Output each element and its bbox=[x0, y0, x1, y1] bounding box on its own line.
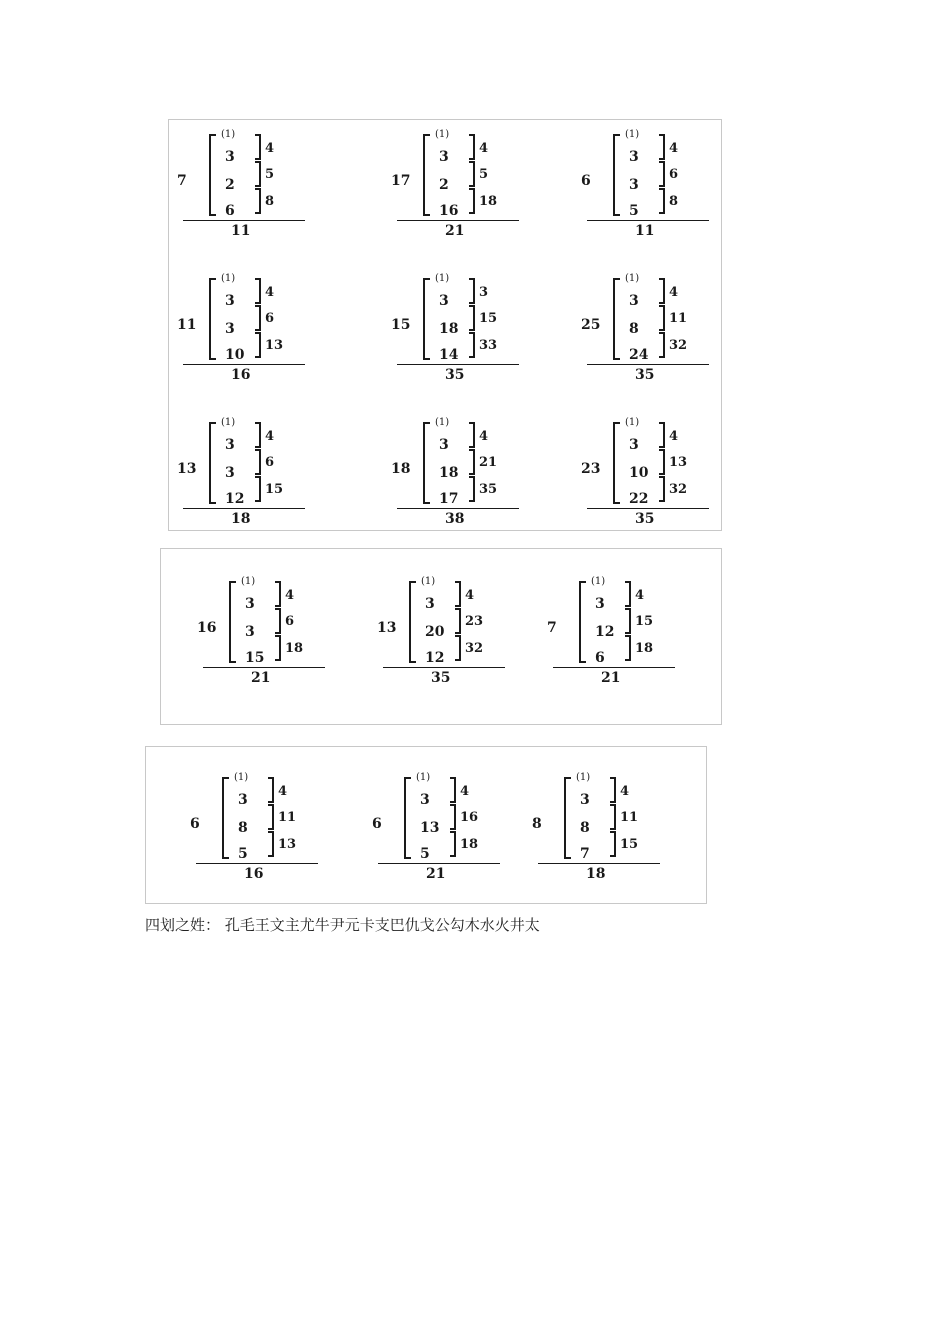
right-bracket-3 bbox=[659, 476, 665, 502]
total-rule bbox=[378, 863, 500, 864]
right-number-1: 4 bbox=[635, 588, 645, 603]
right-bracket-2 bbox=[255, 161, 261, 187]
stroke-diagram bbox=[391, 416, 531, 530]
right-bracket-1 bbox=[268, 777, 274, 803]
right-number-1: 4 bbox=[669, 429, 679, 444]
left-bracket bbox=[222, 777, 229, 859]
inner-number-2: 12 bbox=[595, 624, 615, 640]
inner-number-1: 3 bbox=[225, 149, 235, 165]
right-bracket-2 bbox=[455, 608, 461, 634]
right-number-2: 6 bbox=[265, 311, 275, 326]
left-number: 7 bbox=[547, 620, 557, 636]
total-rule bbox=[383, 667, 505, 668]
inner-number-2: 18 bbox=[439, 321, 459, 337]
stroke-diagram bbox=[581, 272, 721, 386]
right-number-3: 18 bbox=[460, 837, 479, 852]
right-number-1: 4 bbox=[278, 784, 288, 799]
total-rule bbox=[203, 667, 325, 668]
total-number: 18 bbox=[586, 866, 606, 882]
right-number-3: 33 bbox=[479, 338, 498, 353]
stroke-diagram bbox=[547, 575, 687, 689]
right-bracket-2 bbox=[255, 449, 261, 475]
total-number: 11 bbox=[635, 223, 655, 239]
left-number: 6 bbox=[372, 816, 382, 832]
total-number: 38 bbox=[445, 511, 465, 527]
right-bracket-3 bbox=[659, 188, 665, 214]
inner-number-3: 14 bbox=[439, 347, 459, 363]
right-bracket-2 bbox=[255, 305, 261, 331]
top-mark: (1) bbox=[221, 129, 236, 140]
inner-number-1: 3 bbox=[238, 792, 248, 808]
total-number: 35 bbox=[635, 367, 655, 383]
inner-number-3: 10 bbox=[225, 347, 245, 363]
right-bracket-3 bbox=[268, 831, 274, 857]
left-number: 15 bbox=[391, 317, 411, 333]
left-bracket bbox=[409, 581, 416, 663]
right-number-2: 5 bbox=[265, 167, 275, 182]
right-number-1: 4 bbox=[669, 285, 679, 300]
left-number: 25 bbox=[581, 317, 601, 333]
right-number-3: 15 bbox=[620, 837, 639, 852]
left-number: 11 bbox=[177, 317, 197, 333]
right-number-1: 4 bbox=[265, 141, 275, 156]
top-mark: (1) bbox=[241, 576, 256, 587]
inner-number-3: 12 bbox=[225, 491, 245, 507]
right-bracket-2 bbox=[469, 161, 475, 187]
right-number-3: 18 bbox=[285, 641, 304, 656]
right-bracket-3 bbox=[455, 635, 461, 661]
right-number-2: 6 bbox=[669, 167, 679, 182]
right-bracket-3 bbox=[469, 188, 475, 214]
right-bracket-1 bbox=[469, 134, 475, 160]
top-mark: (1) bbox=[221, 417, 236, 428]
right-number-3: 13 bbox=[265, 338, 284, 353]
inner-number-3: 15 bbox=[245, 650, 265, 666]
right-number-1: 4 bbox=[265, 285, 275, 300]
right-bracket-2 bbox=[659, 305, 665, 331]
inner-number-2: 3 bbox=[225, 321, 235, 337]
left-number: 8 bbox=[532, 816, 542, 832]
right-bracket-2 bbox=[659, 161, 665, 187]
inner-number-3: 24 bbox=[629, 347, 649, 363]
right-number-1: 4 bbox=[465, 588, 475, 603]
total-rule bbox=[397, 508, 519, 509]
inner-number-2: 8 bbox=[629, 321, 639, 337]
inner-number-1: 3 bbox=[420, 792, 430, 808]
total-number: 21 bbox=[251, 670, 271, 686]
right-bracket-3 bbox=[625, 635, 631, 661]
diagram-panel-1 bbox=[168, 119, 722, 531]
right-number-3: 8 bbox=[669, 194, 679, 209]
right-bracket-1 bbox=[255, 134, 261, 160]
inner-number-1: 3 bbox=[225, 437, 235, 453]
inner-number-3: 7 bbox=[580, 846, 590, 862]
stroke-diagram bbox=[532, 771, 672, 885]
total-number: 35 bbox=[431, 670, 451, 686]
stroke-diagram bbox=[581, 128, 721, 242]
right-number-2: 6 bbox=[265, 455, 275, 470]
left-bracket bbox=[229, 581, 236, 663]
right-number-1: 3 bbox=[479, 285, 489, 300]
right-bracket-3 bbox=[255, 332, 261, 358]
left-bracket bbox=[564, 777, 571, 859]
right-bracket-1 bbox=[625, 581, 631, 607]
stroke-diagram bbox=[197, 575, 337, 689]
total-rule bbox=[587, 364, 709, 365]
stroke-diagram bbox=[391, 128, 531, 242]
top-mark: (1) bbox=[234, 772, 249, 783]
right-number-1: 4 bbox=[479, 141, 489, 156]
left-bracket bbox=[209, 422, 216, 504]
right-number-3: 8 bbox=[265, 194, 275, 209]
stroke-diagram bbox=[190, 771, 330, 885]
top-mark: (1) bbox=[576, 772, 591, 783]
right-number-1: 4 bbox=[265, 429, 275, 444]
inner-number-2: 20 bbox=[425, 624, 445, 640]
total-number: 21 bbox=[601, 670, 621, 686]
right-bracket-1 bbox=[450, 777, 456, 803]
right-number-2: 23 bbox=[465, 614, 484, 629]
top-mark: (1) bbox=[416, 772, 431, 783]
right-bracket-2 bbox=[450, 804, 456, 830]
top-mark: (1) bbox=[421, 576, 436, 587]
right-number-3: 32 bbox=[669, 338, 688, 353]
total-rule bbox=[196, 863, 318, 864]
right-bracket-3 bbox=[469, 332, 475, 358]
left-bracket bbox=[613, 134, 620, 216]
inner-number-1: 3 bbox=[439, 437, 449, 453]
total-number: 18 bbox=[231, 511, 251, 527]
right-number-2: 16 bbox=[460, 810, 479, 825]
inner-number-2: 10 bbox=[629, 465, 649, 481]
top-mark: (1) bbox=[435, 273, 450, 284]
right-number-3: 18 bbox=[635, 641, 654, 656]
left-number: 13 bbox=[377, 620, 397, 636]
inner-number-2: 3 bbox=[245, 624, 255, 640]
inner-number-3: 17 bbox=[439, 491, 459, 507]
left-number: 6 bbox=[581, 173, 591, 189]
inner-number-1: 3 bbox=[225, 293, 235, 309]
inner-number-2: 3 bbox=[629, 177, 639, 193]
right-bracket-1 bbox=[455, 581, 461, 607]
right-bracket-2 bbox=[268, 804, 274, 830]
right-number-1: 4 bbox=[479, 429, 489, 444]
inner-number-1: 3 bbox=[439, 149, 449, 165]
inner-number-1: 3 bbox=[629, 437, 639, 453]
inner-number-3: 12 bbox=[425, 650, 445, 666]
right-number-2: 13 bbox=[669, 455, 688, 470]
total-rule bbox=[587, 508, 709, 509]
top-mark: (1) bbox=[625, 129, 640, 140]
total-number: 16 bbox=[231, 367, 251, 383]
left-bracket bbox=[613, 278, 620, 360]
left-bracket bbox=[209, 134, 216, 216]
total-number: 21 bbox=[426, 866, 446, 882]
inner-number-3: 16 bbox=[439, 203, 459, 219]
right-bracket-1 bbox=[275, 581, 281, 607]
right-number-2: 11 bbox=[620, 810, 639, 825]
inner-number-1: 3 bbox=[439, 293, 449, 309]
left-bracket bbox=[209, 278, 216, 360]
left-bracket bbox=[404, 777, 411, 859]
right-bracket-2 bbox=[610, 804, 616, 830]
inner-number-3: 5 bbox=[420, 846, 430, 862]
right-bracket-2 bbox=[625, 608, 631, 634]
right-bracket-3 bbox=[255, 476, 261, 502]
left-number: 17 bbox=[391, 173, 411, 189]
left-bracket bbox=[613, 422, 620, 504]
inner-number-2: 8 bbox=[238, 820, 248, 836]
left-number: 7 bbox=[177, 173, 187, 189]
inner-number-2: 18 bbox=[439, 465, 459, 481]
top-mark: (1) bbox=[625, 273, 640, 284]
right-bracket-2 bbox=[469, 449, 475, 475]
left-bracket bbox=[579, 581, 586, 663]
right-bracket-2 bbox=[659, 449, 665, 475]
right-number-3: 32 bbox=[669, 482, 688, 497]
right-bracket-1 bbox=[659, 278, 665, 304]
total-number: 16 bbox=[244, 866, 264, 882]
total-rule bbox=[538, 863, 660, 864]
right-number-3: 32 bbox=[465, 641, 484, 656]
right-number-3: 13 bbox=[278, 837, 297, 852]
right-number-3: 35 bbox=[479, 482, 498, 497]
top-mark: (1) bbox=[435, 129, 450, 140]
right-number-2: 5 bbox=[479, 167, 489, 182]
total-rule bbox=[553, 667, 675, 668]
left-number: 23 bbox=[581, 461, 601, 477]
top-mark: (1) bbox=[591, 576, 606, 587]
right-number-2: 6 bbox=[285, 614, 295, 629]
total-number: 21 bbox=[445, 223, 465, 239]
right-bracket-2 bbox=[469, 305, 475, 331]
right-number-1: 4 bbox=[285, 588, 295, 603]
total-rule bbox=[397, 220, 519, 221]
right-bracket-3 bbox=[450, 831, 456, 857]
right-number-2: 15 bbox=[479, 311, 498, 326]
inner-number-2: 2 bbox=[439, 177, 449, 193]
right-number-2: 11 bbox=[278, 810, 297, 825]
top-mark: (1) bbox=[435, 417, 450, 428]
diagram-panel-2 bbox=[160, 548, 722, 725]
right-number-2: 21 bbox=[479, 455, 498, 470]
caption-four-stroke-surnames: 四划之姓： 孔毛王文主尤牛尹元卡支巴仇戈公勾木水火井太 bbox=[145, 916, 540, 934]
inner-number-2: 13 bbox=[420, 820, 440, 836]
right-bracket-3 bbox=[275, 635, 281, 661]
total-rule bbox=[397, 364, 519, 365]
inner-number-2: 2 bbox=[225, 177, 235, 193]
right-bracket-3 bbox=[659, 332, 665, 358]
inner-number-2: 8 bbox=[580, 820, 590, 836]
right-bracket-1 bbox=[469, 422, 475, 448]
right-bracket-3 bbox=[255, 188, 261, 214]
inner-number-2: 3 bbox=[225, 465, 235, 481]
inner-number-1: 3 bbox=[629, 293, 639, 309]
right-bracket-3 bbox=[469, 476, 475, 502]
inner-number-1: 3 bbox=[629, 149, 639, 165]
right-number-1: 4 bbox=[669, 141, 679, 156]
right-number-1: 4 bbox=[620, 784, 630, 799]
right-bracket-1 bbox=[659, 134, 665, 160]
total-rule bbox=[183, 220, 305, 221]
stroke-diagram bbox=[377, 575, 517, 689]
inner-number-3: 22 bbox=[629, 491, 649, 507]
inner-number-3: 5 bbox=[629, 203, 639, 219]
total-rule bbox=[183, 508, 305, 509]
left-number: 16 bbox=[197, 620, 217, 636]
right-bracket-2 bbox=[275, 608, 281, 634]
inner-number-3: 5 bbox=[238, 846, 248, 862]
right-number-3: 15 bbox=[265, 482, 284, 497]
stroke-diagram bbox=[177, 128, 317, 242]
left-number: 13 bbox=[177, 461, 197, 477]
top-mark: (1) bbox=[625, 417, 640, 428]
right-bracket-1 bbox=[610, 777, 616, 803]
right-number-1: 4 bbox=[460, 784, 470, 799]
left-bracket bbox=[423, 422, 430, 504]
right-number-2: 15 bbox=[635, 614, 654, 629]
inner-number-1: 3 bbox=[580, 792, 590, 808]
stroke-diagram bbox=[177, 416, 317, 530]
total-rule bbox=[587, 220, 709, 221]
inner-number-3: 6 bbox=[225, 203, 235, 219]
left-bracket bbox=[423, 278, 430, 360]
total-number: 11 bbox=[231, 223, 251, 239]
stroke-diagram bbox=[372, 771, 512, 885]
inner-number-3: 6 bbox=[595, 650, 605, 666]
right-number-2: 11 bbox=[669, 311, 688, 326]
total-rule bbox=[183, 364, 305, 365]
left-number: 18 bbox=[391, 461, 411, 477]
inner-number-1: 3 bbox=[595, 596, 605, 612]
right-bracket-1 bbox=[255, 278, 261, 304]
inner-number-1: 3 bbox=[245, 596, 255, 612]
right-bracket-1 bbox=[255, 422, 261, 448]
inner-number-1: 3 bbox=[425, 596, 435, 612]
total-number: 35 bbox=[445, 367, 465, 383]
top-mark: (1) bbox=[221, 273, 236, 284]
right-bracket-3 bbox=[610, 831, 616, 857]
total-number: 35 bbox=[635, 511, 655, 527]
stroke-diagram bbox=[581, 416, 721, 530]
left-number: 6 bbox=[190, 816, 200, 832]
stroke-diagram bbox=[391, 272, 531, 386]
left-bracket bbox=[423, 134, 430, 216]
right-number-3: 18 bbox=[479, 194, 498, 209]
diagram-panel-3 bbox=[145, 746, 707, 904]
right-bracket-1 bbox=[659, 422, 665, 448]
stroke-diagram bbox=[177, 272, 317, 386]
right-bracket-1 bbox=[469, 278, 475, 304]
